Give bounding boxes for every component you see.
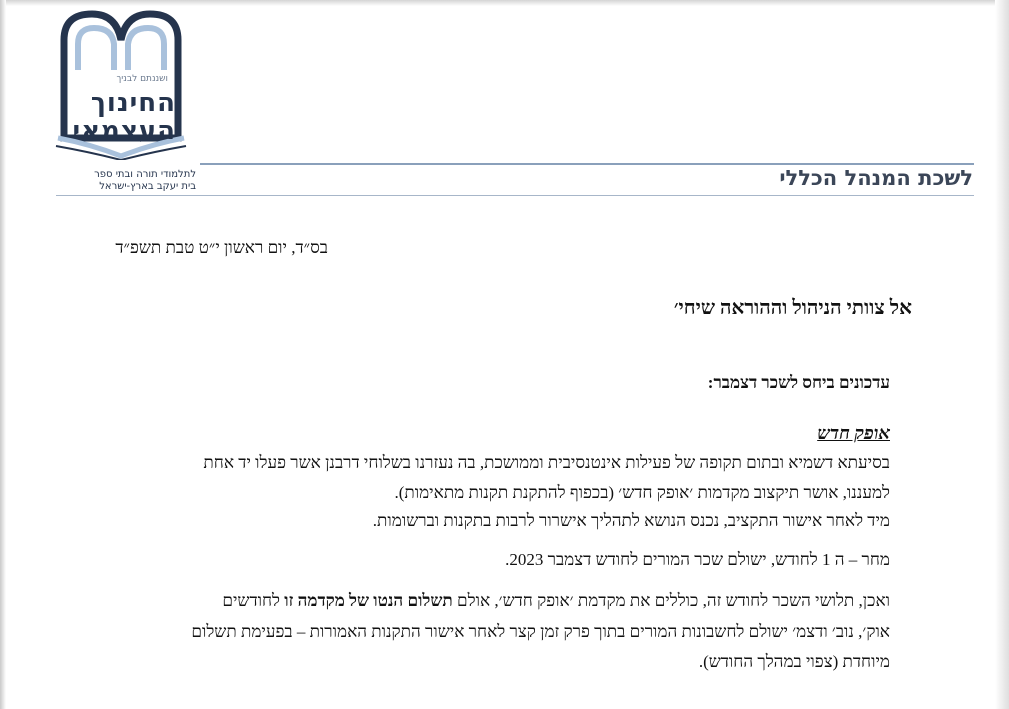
paragraph-text: ואכן, תלושי השכר לחודש זה, כוללים את מקדמת ׳אופק חדש׳, אולם bbox=[452, 591, 890, 610]
paragraph-line: מחר – ה 1 לחודש, ישולם שכר המורים לחודש דצמבר 2023. bbox=[505, 550, 890, 569]
paragraph-line: אוק׳, נוב׳ ודצמ׳ ישולם לחשבונות המורים בתוך פרק זמן קצר לאחר אישור התקנות האמורות – בפעימת תשלום bbox=[191, 622, 890, 641]
paragraph-line bbox=[222, 589, 890, 613]
subsection-title: אופק חדש bbox=[817, 423, 890, 443]
paragraph-line: בסיעתא דשמיא ובתום תקופה של פעילות אינטנסיבית וממושכת, בה נעזרנו בשלוחי דרבנן אשר פעלו יד אחת bbox=[203, 453, 890, 472]
logo-name-line2: העצמאי bbox=[72, 116, 176, 146]
paragraph-line: מיוחדת (צפוי במהלך החודש). bbox=[698, 652, 890, 671]
page-edge-shadow bbox=[0, 0, 6, 709]
paragraph-line: מיד לאחר אישור התקציב, נכנס הנושא לתהליך אישרור לרבות בתקנות וברשומות. bbox=[372, 511, 890, 530]
logo-name-line1: החינוך bbox=[90, 88, 176, 118]
header-divider bbox=[56, 195, 974, 196]
section-title: עדכונים ביחס לשכר דצמבר: bbox=[707, 373, 890, 392]
header-divider bbox=[200, 163, 974, 165]
paragraph-text: לחודשים bbox=[222, 591, 285, 610]
office-title: לשכת המנהל הכללי bbox=[779, 166, 973, 190]
logo-subtitle-line2: בית יעקב בארץ-ישראל bbox=[99, 181, 196, 192]
page-edge-shadow bbox=[0, 0, 1009, 6]
paragraph-bold-text: תשלום הנטו של מקדמה זו bbox=[284, 591, 453, 610]
letter-addressee: אל צוותי הניהול וההוראה שיחי׳ bbox=[673, 297, 912, 319]
letter-date: בס״ד, יום ראשון י״ט טבת תשפ״ד bbox=[115, 238, 328, 257]
page-edge-shadow bbox=[995, 0, 1009, 709]
logo-subtitle-line1: לתלמודי תורה ובתי ספר bbox=[94, 169, 196, 180]
paragraph-line: למעננו, אושר תיקצוב מקדמות ׳אופק חדש׳ (בכפוף להתקנת תקנות מתאימות). bbox=[394, 483, 890, 502]
organization-logo bbox=[54, 10, 188, 160]
logo-tagline: ושננתם לבניך bbox=[116, 74, 168, 84]
